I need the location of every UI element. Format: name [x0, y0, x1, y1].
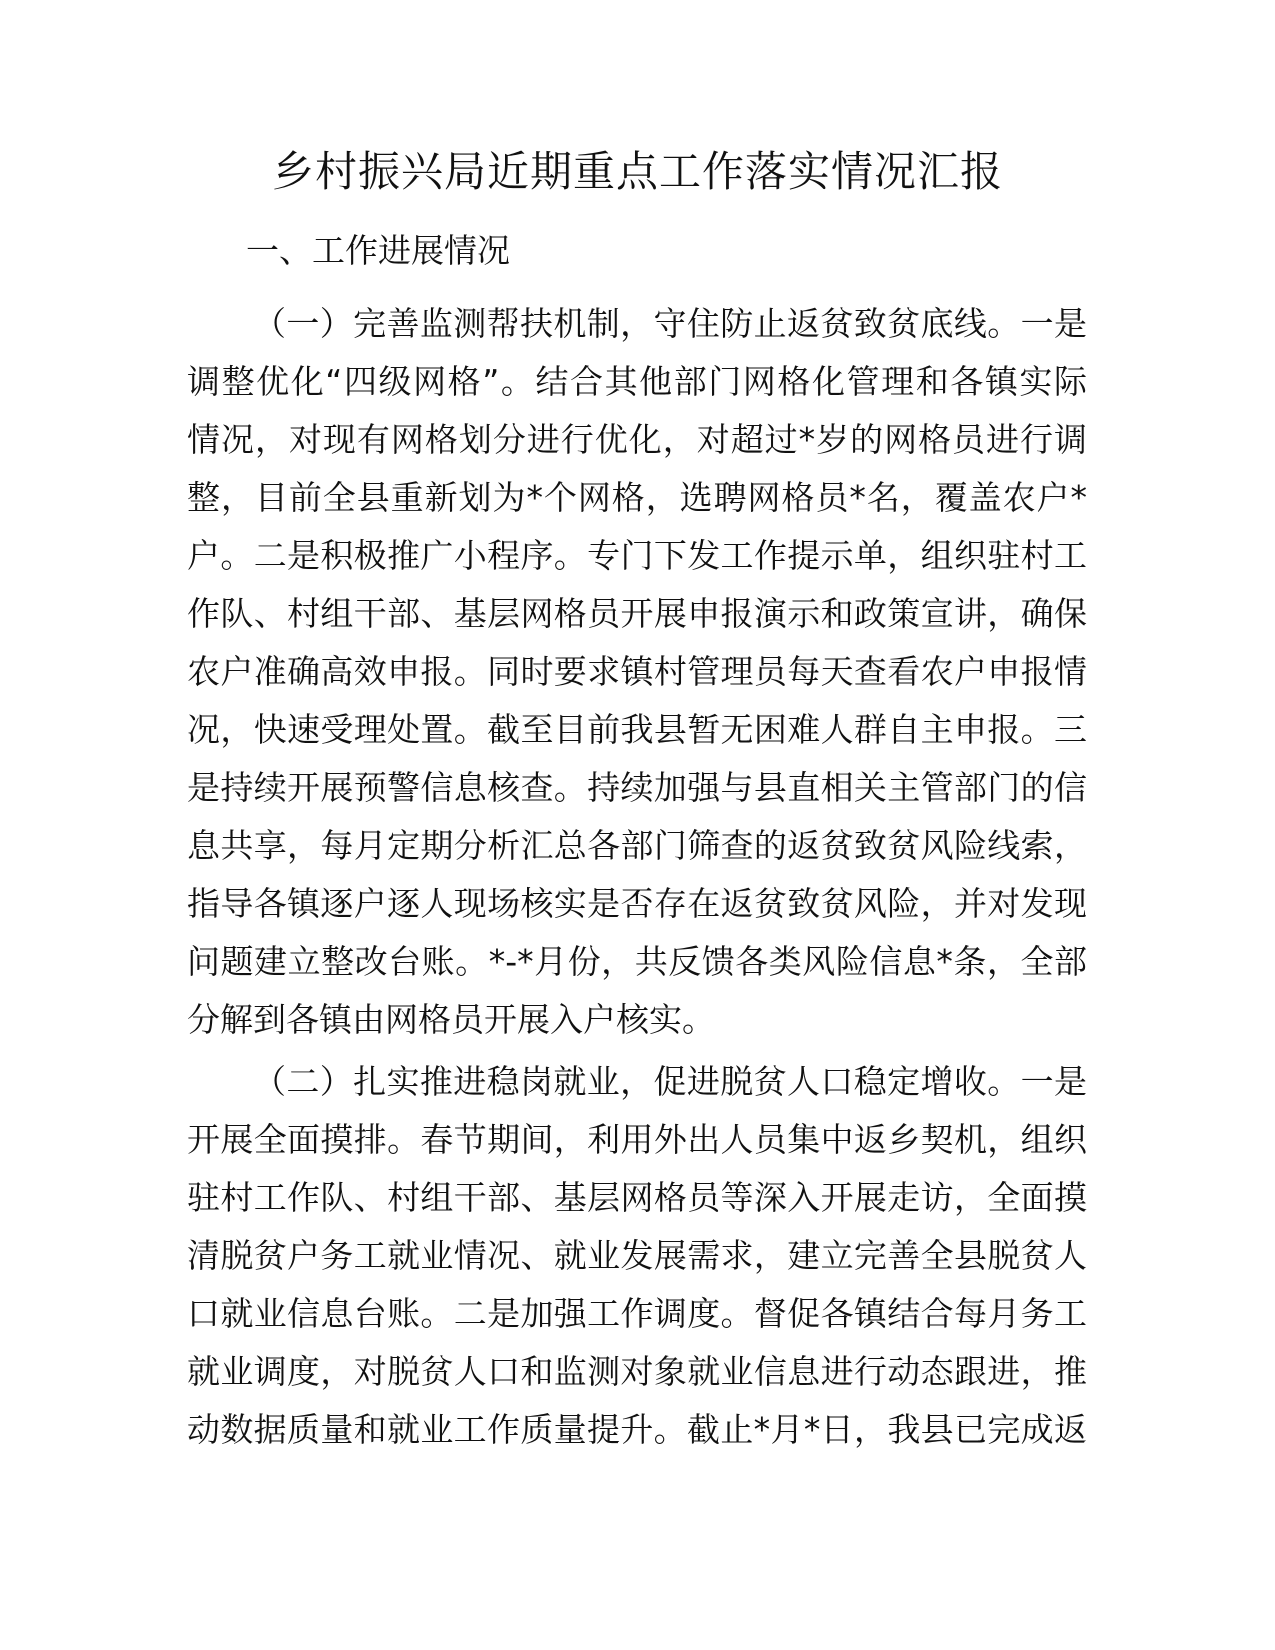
paragraph-line: （二）扎实推进稳岗就业，促进脱贫人口稳定增收。一是: [253, 1062, 1087, 1101]
paragraph-line: 息共享，每月定期分析汇总各部门筛查的返贫致贫风险线索，: [187, 826, 1087, 865]
paragraph-line: （一）完善监测帮扶机制，守住防止返贫致贫底线。一是: [253, 304, 1087, 343]
paragraph-line: 作队、村组干部、基层网格员开展申报演示和政策宣讲，确保: [187, 594, 1087, 633]
paragraph-line: 调整优化“四级网格”。结合其他部门网格化管理和各镇实际: [187, 362, 1087, 401]
paragraph-1: [187, 295, 1087, 1049]
paragraph-line: 情况，对现有网格划分进行优化，对超过*岁的网格员进行调: [187, 420, 1087, 459]
paragraph-line: 况，快速受理处置。截至目前我县暂无困难人群自主申报。三: [187, 710, 1087, 749]
paragraph-line: 指导各镇逐户逐人现场核实是否存在返贫致贫风险，并对发现: [187, 884, 1087, 923]
paragraph-line: 户。二是积极推广小程序。专门下发工作提示单，组织驻村工: [187, 536, 1087, 575]
paragraph-line: 农户准确高效申报。同时要求镇村管理员每天查看农户申报情: [187, 652, 1087, 691]
section-heading: 一、工作进展情况: [246, 231, 510, 270]
paragraph-2: [187, 1053, 1087, 1459]
paragraph-line: 问题建立整改台账。*-*月份，共反馈各类风险信息*条，全部: [187, 942, 1087, 981]
paragraph-line: 口就业信息台账。二是加强工作调度。督促各镇结合每月务工: [187, 1294, 1087, 1333]
paragraph-line: 整，目前全县重新划为*个网格，选聘网格员*名，覆盖农户*: [187, 478, 1087, 517]
document-title: 乡村振兴局近期重点工作落实情况汇报: [271, 147, 1003, 196]
paragraph-line: 清脱贫户务工就业情况、就业发展需求，建立完善全县脱贫人: [187, 1236, 1087, 1275]
paragraph-line: 开展全面摸排。春节期间，利用外出人员集中返乡契机，组织: [187, 1120, 1087, 1159]
paragraph-line: 是持续开展预警信息核查。持续加强与县直相关主管部门的信: [187, 768, 1087, 807]
paragraph-line: 就业调度，对脱贫人口和监测对象就业信息进行动态跟进，推: [187, 1352, 1087, 1391]
paragraph-line: 驻村工作队、村组干部、基层网格员等深入开展走访，全面摸: [187, 1178, 1087, 1217]
paragraph-line: 分解到各镇由网格员开展入户核实。: [187, 1000, 715, 1039]
paragraph-line: 动数据质量和就业工作质量提升。截止*月*日，我县已完成返: [187, 1410, 1087, 1449]
